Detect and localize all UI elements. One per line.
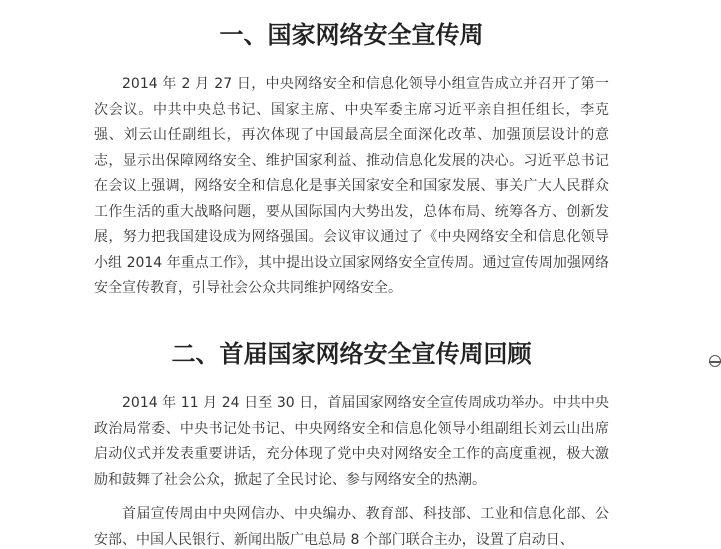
edge-cursor-bar — [709, 361, 721, 363]
edge-cursor-icon — [709, 355, 721, 367]
section-national-cybersecurity-week — [94, 18, 609, 302]
section-first-week-review — [94, 337, 609, 549]
section-heading: 一、国家网络安全宣传周 — [219, 21, 484, 49]
section-paragraph: 2014 年 2 月 27 日，中央网络安全和信息化领导小组宣告成立并召开了第一次会议。中共中央总书记、国家主席、中央军委主席习近平亲自担任组长，李克强、刘云山任副组长，再次体现了中国最高层全面深化改革、加强顶层设计的意志，显示出保障网络安全、维护国家利益、推动信息化发展的决心。习近平总书记在会议上强调，网络安全和信息化是事关国家安全和国家发展、事关广大人民群众工作生活的重大战略问题，要从国际国内大势出发，总体布局、统筹各方、创新发展，努力把我国建设成为网络强国。会议审议通过了《中央网络安全和信息化领导小组 2014 年重点工作》，其中提出设立国家网络安全宣传周。通过宣传周加强网络安全宣传教育，引导社会公众共同维护网络安全。 — [94, 76, 609, 296]
section-paragraph: 2014 年 11 月 24 日至 30 日，首届国家网络安全宣传周成功举办。中共中央政治局常委、中央书记处书记、中央网络安全和信息化领导小组副组长刘云山出席启动仪式并发表重要讲话，充分体现了党中央对网络安全工作的高度重视，极大激励和鼓舞了社会公众，掀起了全民讨论、参与网络安全的热潮。 — [94, 395, 609, 488]
section-paragraph: 首届宣传周由中央网信办、中央编办、教育部、科技部、工业和信息化部、公安部、中国人民银行、新闻出版广电总局 8 个部门联合主办，设置了启动日、 — [94, 506, 609, 548]
section-heading: 二、首届国家网络安全宣传周回顾 — [171, 340, 532, 368]
